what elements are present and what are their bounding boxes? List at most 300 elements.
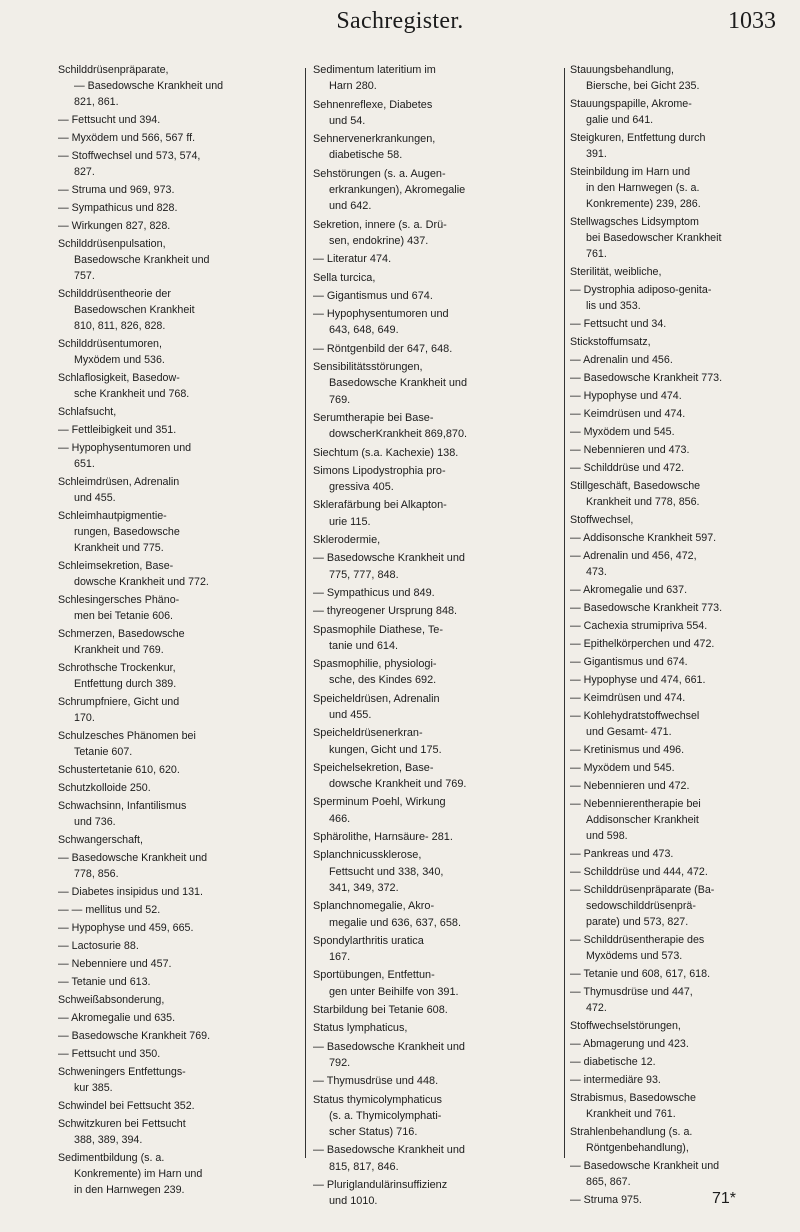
index-entry <box>570 352 798 368</box>
index-entry <box>570 882 798 930</box>
entry-headline: — Gigantismus und 674. <box>570 656 688 668</box>
entry-headline: Sehnervenerkrankungen, <box>313 133 436 146</box>
entry-continuation: (s. a. Thymicolymphati- <box>329 1109 442 1122</box>
entry-headline: — Nebennieren und 472. <box>570 780 690 792</box>
index-entry <box>313 967 560 1000</box>
entry-continuation: bei Basedowscher Krankheit <box>586 232 722 244</box>
entry-headline: Stoffwechsel, <box>570 514 634 526</box>
entry-headline: — Wirkungen 827, 828. <box>58 220 171 232</box>
entry-headline: Speicheldrüsenerkran- <box>313 727 423 740</box>
entry-continuation: Basedowsche Krankheit und <box>74 254 210 266</box>
index-entry <box>313 1177 560 1210</box>
index-entry <box>58 236 302 284</box>
index-entry <box>313 288 560 304</box>
index-entry <box>313 166 560 215</box>
index-entry <box>58 956 302 972</box>
index-entry <box>570 370 798 386</box>
index-entry <box>58 558 302 590</box>
entry-headline: — Basedowsche Krankheit 773. <box>570 602 723 614</box>
index-entry <box>58 626 302 658</box>
entry-continuation: gen unter Beihilfe von 391. <box>329 985 459 998</box>
index-entry <box>313 1092 560 1141</box>
index-entry <box>570 62 798 94</box>
index-entry <box>313 131 560 164</box>
index-entry <box>570 96 798 128</box>
entry-headline: — Kohlehydratstoffwechsel <box>570 710 700 722</box>
entry-headline: — Schilddrüsentherapie des <box>570 934 705 946</box>
entry-continuation: und Gesamt- 471. <box>586 726 672 738</box>
entry-headline: Stellwagsches Lidsymptom <box>570 216 699 228</box>
index-entry <box>58 780 302 796</box>
index-entry <box>570 1018 798 1034</box>
entry-headline: Schlaflosigkeit, Basedow- <box>58 372 180 384</box>
index-entry <box>570 966 798 982</box>
entry-headline: — Gigantismus und 674. <box>313 289 433 302</box>
index-entry <box>58 920 302 936</box>
index-entry <box>58 148 302 180</box>
entry-headline: — Struma und 969, 973. <box>58 184 175 196</box>
entry-headline: — Adrenalin und 456, 472, <box>570 550 697 562</box>
entry-headline: Sedimentum lateritium im <box>313 64 436 76</box>
entry-headline: — Thymusdrüse und 447, <box>570 986 693 998</box>
index-entry <box>58 422 302 438</box>
index-entry <box>313 497 560 530</box>
index-entry <box>570 690 798 706</box>
index-entry <box>313 62 560 95</box>
entry-headline: — Hypophyse und 459, 665. <box>58 922 194 934</box>
index-entry <box>313 656 560 689</box>
entry-continuation: dowsche Krankheit und 772. <box>74 576 209 588</box>
entry-headline: — Fettsucht und 394. <box>58 114 161 126</box>
index-entry <box>58 660 302 692</box>
index-entry <box>570 932 798 964</box>
index-entry <box>570 796 798 844</box>
index-entry <box>570 334 798 350</box>
entry-headline: Sekretion, innere (s. a. Drü- <box>313 218 447 231</box>
entry-continuation: Konkremente) im Harn und <box>74 1168 203 1180</box>
entry-headline: — Schilddrüse und 472. <box>570 462 685 474</box>
entry-continuation: 341, 349, 372. <box>329 881 399 894</box>
entry-headline: Schleimhautpigmentie- <box>58 510 167 522</box>
index-entry <box>570 846 798 862</box>
entry-continuation: Krankheit und 775. <box>74 542 164 554</box>
index-entry <box>58 938 302 954</box>
entry-headline: Spondylarthritis uratica <box>313 934 424 947</box>
entry-continuation: diabetische 58. <box>329 149 403 162</box>
entry-continuation: Krankheit und 761. <box>586 1108 676 1120</box>
index-entry <box>313 1039 560 1072</box>
entry-headline: — Basedowsche Krankheit und <box>313 552 465 565</box>
index-entry <box>58 884 302 900</box>
index-entry <box>570 424 798 440</box>
index-entry <box>570 460 798 476</box>
index-entry <box>58 218 302 234</box>
entry-headline: — Adrenalin und 456. <box>570 354 673 366</box>
index-entry <box>58 1098 302 1114</box>
index-entry <box>58 474 302 506</box>
index-entry <box>313 1142 560 1175</box>
index-entry <box>313 251 560 267</box>
entry-continuation: und 642. <box>329 200 372 213</box>
entry-continuation: Biersche, bei Gicht 235. <box>586 80 700 92</box>
entry-headline: — Sympathicus und 849. <box>313 586 435 599</box>
index-entry <box>313 898 560 931</box>
entry-headline: Strahlenbehandlung (s. a. <box>570 1126 693 1138</box>
index-entry <box>570 512 798 528</box>
index-entry <box>570 264 798 280</box>
entry-continuation: und 54. <box>329 114 366 127</box>
index-entry <box>570 548 798 580</box>
entry-continuation: 473. <box>586 566 607 578</box>
entry-headline: Sportübungen, Entfettun- <box>313 969 435 982</box>
index-entry <box>313 97 560 130</box>
index-entry <box>313 760 560 793</box>
index-entry <box>58 1028 302 1044</box>
entry-continuation: in den Harnwegen (s. a. <box>586 182 700 194</box>
entry-continuation: und 455. <box>74 492 116 504</box>
index-entry <box>570 654 798 670</box>
index-entry <box>570 478 798 510</box>
entry-headline: Spasmophilie, physiologi- <box>313 658 437 671</box>
entry-continuation: 865, 867. <box>586 1176 631 1188</box>
index-entry <box>570 1072 798 1088</box>
entry-continuation: Tetanie 607. <box>74 746 133 758</box>
entry-continuation: Basedowschen Krankheit <box>74 304 195 316</box>
index-entry <box>313 725 560 758</box>
entry-continuation: 815, 817, 846. <box>329 1160 399 1173</box>
entry-headline: Stauungspapille, Akrome- <box>570 98 692 110</box>
entry-headline: Status lymphaticus, <box>313 1022 408 1035</box>
entry-continuation: 167. <box>329 951 351 964</box>
entry-headline: Stickstoffumsatz, <box>570 336 651 348</box>
index-entry <box>58 902 302 918</box>
entry-continuation: megalie und 636, 637, 658. <box>329 916 462 929</box>
index-entry <box>570 316 798 332</box>
entry-headline: — intermediäre 93. <box>570 1074 661 1086</box>
page-header <box>0 6 800 40</box>
entry-continuation: Harn 280. <box>329 80 377 93</box>
entry-headline: — Lactosurie 88. <box>58 940 139 952</box>
entry-headline: Spasmophile Diathese, Te- <box>313 623 443 636</box>
index-entry <box>313 270 560 286</box>
entry-continuation: scher Status) 716. <box>329 1126 418 1139</box>
index-entry <box>58 1046 302 1062</box>
entry-continuation: und 455. <box>329 708 372 721</box>
page-number: 1033 <box>728 8 776 34</box>
index-entry <box>570 1090 798 1122</box>
entry-continuation: kur 385. <box>74 1082 113 1094</box>
entry-continuation: urie 115. <box>329 515 371 528</box>
entry-continuation: Basedowsche Krankheit und <box>329 377 468 390</box>
entry-continuation: 775, 777, 848. <box>329 568 399 581</box>
index-entry <box>313 847 560 896</box>
entry-headline: — Basedowsche Krankheit und <box>58 852 208 864</box>
entry-continuation: Krankheit und 769. <box>74 644 164 656</box>
index-entry <box>570 582 798 598</box>
index-entry <box>313 1002 560 1018</box>
entry-headline: Schilddrüsentheorie der <box>58 288 171 300</box>
entry-headline: — thyreogener Ursprung 848. <box>313 605 458 618</box>
index-entry <box>58 440 302 472</box>
entry-headline: Schleimdrüsen, Adrenalin <box>58 476 180 488</box>
index-entry <box>313 445 560 461</box>
entry-headline: Splanchnomegalie, Akro- <box>313 900 435 913</box>
index-entry <box>570 672 798 688</box>
entry-headline: Sehstörungen (s. a. Augen- <box>313 167 446 180</box>
entry-headline: — Thymusdrüse und 448. <box>313 1075 439 1088</box>
entry-continuation: tanie und 614. <box>329 639 399 652</box>
entry-headline: Stillgeschäft, Basedowsche <box>570 480 701 492</box>
entry-continuation: Addisonscher Krankheit <box>586 814 699 826</box>
index-entry <box>570 778 798 794</box>
index-entry <box>58 1116 302 1148</box>
entry-headline: — Myxödem und 545. <box>570 426 675 438</box>
entry-continuation: parate) und 573, 827. <box>586 916 689 928</box>
index-entry <box>58 508 302 556</box>
index-entry <box>570 1192 798 1208</box>
index-entry <box>313 341 560 357</box>
index-entry <box>570 1124 798 1156</box>
entry-headline: Schrothsche Trockenkur, <box>58 662 176 674</box>
index-entry <box>58 1150 302 1198</box>
index-entry <box>570 864 798 880</box>
entry-headline: — Pluriglandulärinsuffizienz <box>313 1179 448 1191</box>
index-entry <box>313 463 560 496</box>
entry-headline: Schlafsucht, <box>58 406 117 418</box>
entry-continuation: Krankheit und 778, 856. <box>586 496 700 508</box>
entry-headline: — Hypophysentumoren und <box>58 442 192 454</box>
entry-headline: — Hypophyse und 474. <box>570 390 682 402</box>
index-entry <box>58 404 302 420</box>
entry-continuation: Myxödems und 573. <box>586 950 683 962</box>
entry-continuation: rungen, Basedowsche <box>74 526 180 538</box>
index-entry <box>570 600 798 616</box>
index-entry <box>58 336 302 368</box>
entry-headline: — Tetanie und 608, 617, 618. <box>570 968 711 980</box>
entry-headline: Simons Lipodystrophia pro- <box>313 464 446 477</box>
entry-headline: — Abmagerung und 423. <box>570 1038 689 1050</box>
index-entry <box>570 214 798 262</box>
entry-headline: Sperminum Poehl, Wirkung <box>313 796 446 809</box>
index-entry <box>313 622 560 655</box>
entry-headline: Schulzesches Phänomen bei <box>58 730 196 742</box>
index-entry <box>58 286 302 334</box>
entry-headline: — Röntgenbild der 647, 648. <box>313 342 453 355</box>
entry-headline: Schilddrüsentumoren, <box>58 338 162 350</box>
entry-headline: — Basedowsche Krankheit und <box>313 1040 465 1053</box>
index-entry <box>313 532 560 548</box>
entry-continuation: 391. <box>586 148 607 160</box>
entry-continuation: kungen, Gicht und 175. <box>329 743 442 756</box>
entry-headline: — Akromegalie und 637. <box>570 584 688 596</box>
entry-headline: Schwindel bei Fettsucht 352. <box>58 1100 195 1112</box>
entry-continuation: 810, 811, 826, 828. <box>74 320 166 332</box>
entry-headline: — Myxödem und 545. <box>570 762 675 774</box>
index-entry <box>570 760 798 776</box>
entry-continuation: erkrankungen), Akromegalie <box>329 184 466 197</box>
entry-headline: — — mellitus und 52. <box>58 904 161 916</box>
entry-headline: Sella turcica, <box>313 271 376 284</box>
entry-headline: Status thymicolymphaticus <box>313 1093 442 1106</box>
index-entry <box>58 112 302 128</box>
entry-continuation: dowsche Krankheit und 769. <box>329 778 467 791</box>
index-entry <box>570 636 798 652</box>
entry-headline: Starbildung bei Tetanie 608. <box>313 1004 448 1017</box>
entry-continuation: gressiva 405. <box>329 481 394 494</box>
entry-headline: Sterilität, weibliche, <box>570 266 662 278</box>
entry-headline: Sensibilitätsstörungen, <box>313 361 423 374</box>
entry-headline: — Akromegalie und 635. <box>58 1012 176 1024</box>
entry-headline: Stoffwechselstörungen, <box>570 1020 681 1032</box>
entry-headline: — Hypophyse und 474, 661. <box>570 674 706 686</box>
index-entry <box>58 1064 302 1096</box>
index-entry <box>58 1010 302 1026</box>
entry-headline: — Basedowsche Krankheit 773. <box>570 372 723 384</box>
entry-continuation: sedowschilddrüsenprä- <box>586 900 696 912</box>
entry-headline: Schlesingersches Phäno- <box>58 594 180 606</box>
index-entry <box>570 708 798 740</box>
column-divider <box>305 68 306 1158</box>
entry-headline: Sphärolithe, Harnsäure- 281. <box>313 831 453 844</box>
entry-continuation: 769. <box>329 393 351 406</box>
index-entry <box>313 550 560 583</box>
index-entry <box>313 359 560 408</box>
entry-headline: — Schilddrüsenpräparate (Ba- <box>570 884 715 896</box>
index-entry <box>570 130 798 162</box>
index-entry <box>313 794 560 827</box>
entry-headline: Schwangerschaft, <box>58 834 143 846</box>
entry-continuation: — Basedowsche Krankheit und <box>74 80 224 92</box>
index-entry <box>58 130 302 146</box>
index-entry <box>313 1073 560 1089</box>
entry-continuation: lis und 353. <box>586 300 641 312</box>
entry-continuation: 827. <box>74 166 95 178</box>
entry-continuation: men bei Tetanie 606. <box>74 610 174 622</box>
entry-headline: Serumtherapie bei Base- <box>313 411 434 424</box>
index-entry <box>570 742 798 758</box>
entry-headline: Splanchnicussklerose, <box>313 849 422 862</box>
index-entry <box>313 217 560 250</box>
index-entry <box>570 618 798 634</box>
index-entry <box>313 306 560 339</box>
index-entry <box>570 530 798 546</box>
entry-headline: — Pankreas und 473. <box>570 848 674 860</box>
index-column-2 <box>313 62 560 1212</box>
index-entry <box>58 182 302 198</box>
entry-headline: Strabismus, Basedowsche <box>570 1092 696 1104</box>
page-title: Sachregister. <box>336 8 464 34</box>
entry-continuation: sche, des Kindes 692. <box>329 674 437 687</box>
entry-headline: Schmerzen, Basedowsche <box>58 628 185 640</box>
entry-continuation: 643, 648, 649. <box>329 324 399 337</box>
index-entry <box>58 992 302 1008</box>
entry-continuation: Entfettung durch 389. <box>74 678 177 690</box>
entry-headline: — Nebennierentherapie bei <box>570 798 701 810</box>
index-entry <box>313 691 560 724</box>
index-entry <box>570 164 798 212</box>
entry-continuation: 757. <box>74 270 95 282</box>
index-entry <box>570 1158 798 1190</box>
index-entry <box>58 832 302 848</box>
index-entry <box>313 410 560 443</box>
entry-headline: Schleimsekretion, Base- <box>58 560 174 572</box>
entry-headline: Schilddrüsenpulsation, <box>58 238 166 250</box>
index-entry <box>313 933 560 966</box>
entry-headline: Sedimentbildung (s. a. <box>58 1152 165 1164</box>
entry-headline: Steinbildung im Harn und <box>570 166 691 178</box>
entry-headline: — Fettsucht und 350. <box>58 1048 161 1060</box>
index-column-1 <box>58 62 302 1200</box>
entry-headline: Sklerodermie, <box>313 534 381 547</box>
entry-headline: — Diabetes insipidus und 131. <box>58 886 203 898</box>
index-entry <box>570 282 798 314</box>
entry-headline: — Keimdrüsen und 474. <box>570 692 686 704</box>
index-entry <box>570 442 798 458</box>
entry-headline: Schwachsinn, Infantilismus <box>58 800 187 812</box>
entry-headline: — Dystrophia adiposo-genita- <box>570 284 712 296</box>
entry-continuation: 170. <box>74 712 95 724</box>
index-entry <box>313 829 560 845</box>
entry-continuation: Röntgenbehandlung), <box>586 1142 689 1154</box>
entry-headline: Speicheldrüsen, Adrenalin <box>313 692 440 705</box>
index-entry <box>313 1020 560 1036</box>
entry-headline: Schustertetanie 610, 620. <box>58 764 180 776</box>
index-entry <box>58 370 302 402</box>
entry-headline: Siechtum (s.a. Kachexie) 138. <box>313 446 459 459</box>
entry-headline: — Fettleibigkeit und 351. <box>58 424 177 436</box>
entry-continuation: galie und 641. <box>586 114 654 126</box>
entry-continuation: sen, endokrine) 437. <box>329 234 429 247</box>
entry-headline: Schutzkolloide 250. <box>58 782 151 794</box>
entry-continuation: Fettsucht und 338, 340, <box>329 865 444 878</box>
entry-continuation: und 598. <box>586 830 628 842</box>
entry-continuation: in den Harnwegen 239. <box>74 1184 185 1196</box>
entry-headline: — Schilddrüse und 444, 472. <box>570 866 708 878</box>
entry-headline: Steigkuren, Entfettung durch <box>570 132 706 144</box>
entry-headline: — Stoffwechsel und 573, 574, <box>58 150 201 162</box>
entry-headline: Schrumpfniere, Gicht und <box>58 696 180 708</box>
index-entry <box>58 62 302 110</box>
entry-headline: — Addisonsche Krankheit 597. <box>570 532 717 544</box>
entry-headline: — Epithelkörperchen und 472. <box>570 638 715 650</box>
index-column-3 <box>570 62 798 1210</box>
entry-continuation: 821, 861. <box>74 96 119 108</box>
entry-headline: — Kretinismus und 496. <box>570 744 685 756</box>
entry-headline: — Literatur 474. <box>313 253 392 266</box>
entry-continuation: dowscherKrankheit 869,870. <box>329 428 468 441</box>
entry-headline: — Basedowsche Krankheit und <box>570 1160 720 1172</box>
index-entry <box>570 984 798 1016</box>
entry-headline: Sehnenreflexe, Diabetes <box>313 98 433 111</box>
entry-headline: — Tetanie und 613. <box>58 976 151 988</box>
index-entry <box>58 850 302 882</box>
index-entry <box>58 592 302 624</box>
entry-headline: — Cachexia strumipriva 554. <box>570 620 708 632</box>
entry-headline: — Hypophysentumoren und <box>313 308 449 321</box>
entry-continuation: sche Krankheit und 768. <box>74 388 190 400</box>
entry-headline: — Sympathicus und 828. <box>58 202 178 214</box>
index-entry <box>58 200 302 216</box>
index-entry <box>570 406 798 422</box>
index-entry <box>58 974 302 990</box>
entry-continuation: 466. <box>329 812 351 825</box>
entry-continuation: 792. <box>329 1056 351 1069</box>
entry-headline: — Basedowsche Krankheit 769. <box>58 1030 211 1042</box>
entry-continuation: 761. <box>586 248 607 260</box>
entry-headline: Schilddrüsenpräparate, <box>58 64 169 76</box>
entry-headline: Stauungsbehandlung, <box>570 64 674 76</box>
column-divider <box>564 68 565 1158</box>
